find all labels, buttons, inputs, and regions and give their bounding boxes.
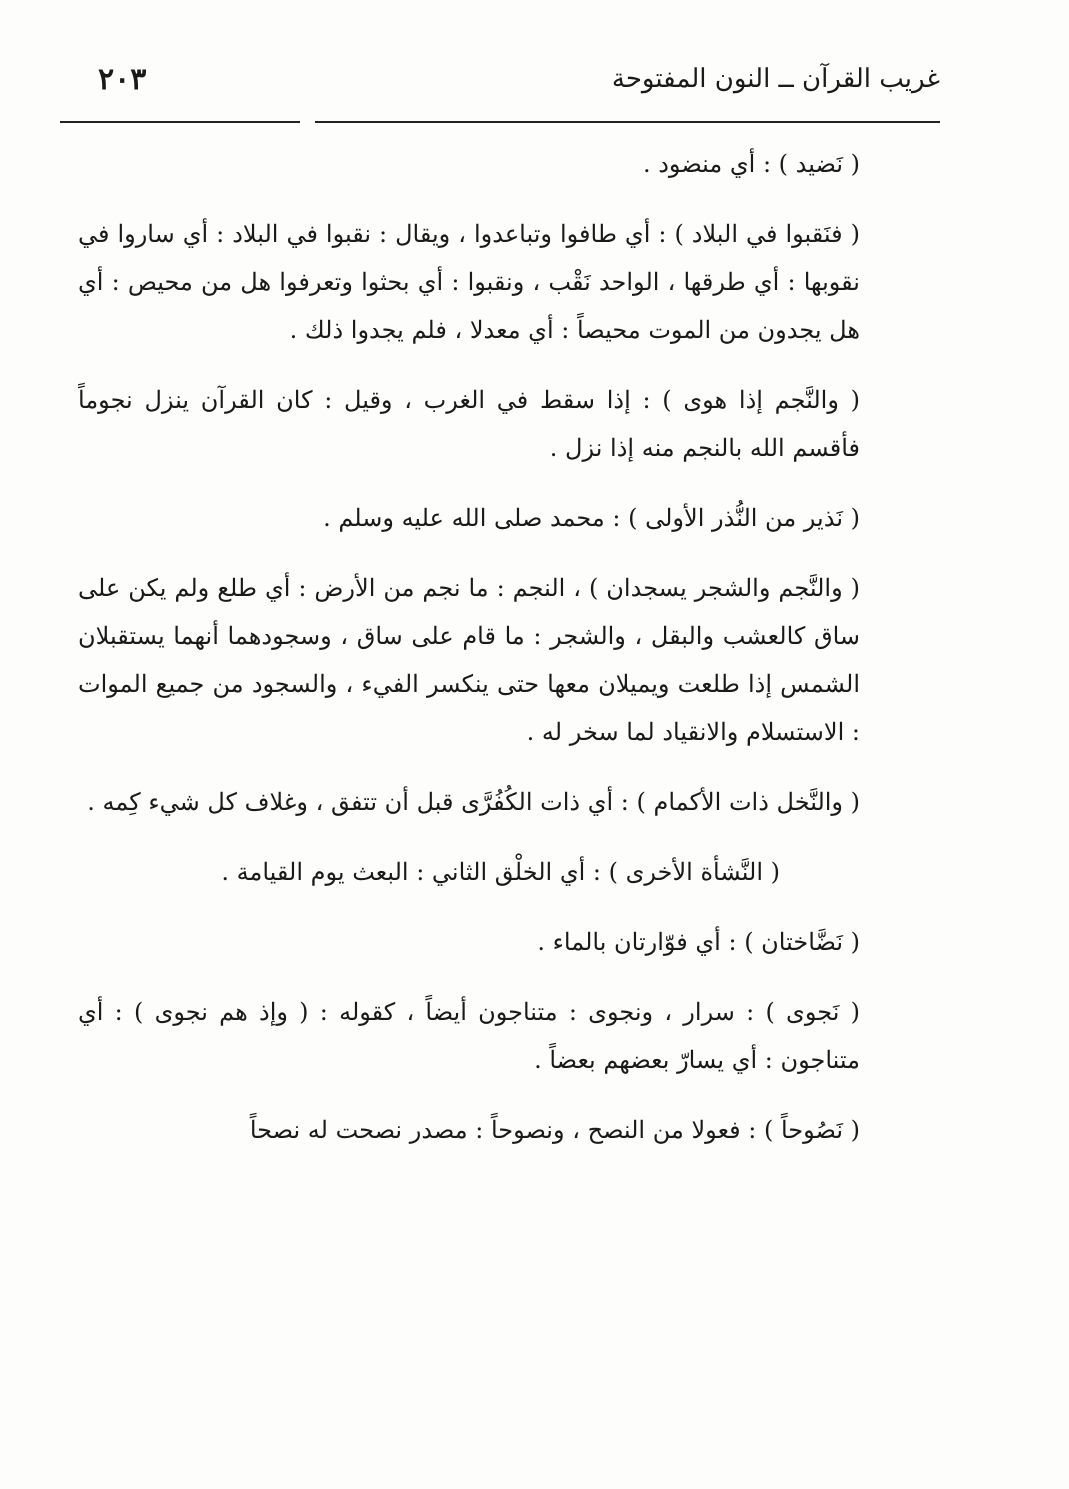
entry-headword: ( نَصُوحاً ) — [763, 1116, 860, 1144]
entry-definition: : محمد صلى الله عليه وسلم . — [323, 504, 629, 532]
header-rule-left — [60, 121, 300, 123]
entry-wannakhl — [78, 778, 920, 826]
entry-definition: : إذا سقط في الغرب ، وقيل : كان القرآن ينزل نجوماً فأقسم الله بالنجم منه إذا نزل . — [78, 386, 860, 462]
entry-headword: ( نَضَّاختان ) — [744, 928, 860, 956]
entry-headword: ( فنَقبوا في البلاد ) — [674, 220, 860, 248]
entry-fanaqabu — [78, 210, 920, 354]
entry-nasuha — [78, 1106, 920, 1154]
entry-annashah — [78, 848, 920, 896]
entry-definition: : أي طافوا وتباعدوا ، ويقال : نقبوا في البلاد : أي ساروا في نقوبها : أي طرقها ، الواحد نَقْب ، ونقبوا : أي بحثوا وتعرفوا هل من محيص : أي هل يجدون من الموت محيصاً : أي معدلا ، فلم يجدوا ذلك . — [78, 220, 860, 344]
entry-definition: : أي ذات الكُفُرَّى قبل أن تتفق ، وغلاف كل شيء كِمه . — [87, 788, 637, 816]
entry-headword: ( والنَّجم إذا هوى ) — [662, 386, 860, 414]
entry-headword: ( نَجوى ) — [765, 998, 861, 1026]
entry-definition: : أي الخلْق الثاني : البعث يوم القيامة . — [221, 858, 609, 886]
entry-najwa — [78, 988, 920, 1084]
running-title: غريب القرآن ــ النون المفتوحة — [611, 64, 940, 94]
entry-definition: ، النجم : ما نجم من الأرض : أي طلع ولم يكن على ساق كالعشب والبقل ، والشجر : ما قام على ساق ، وسجودهما أنهما يستقبلان الشمس إذا طلعت ويميلان معها حتى ينكسر الفيء ، والسجود من جميع الموات : الاستسلام والانقياد لما سخر له . — [78, 574, 860, 746]
header-rule-right — [315, 121, 940, 123]
entry-definition: : أي فوّارتان بالماء . — [537, 928, 745, 956]
entry-nadid — [78, 140, 920, 188]
entry-headword: ( والنَّخل ذات الأكمام ) — [636, 788, 860, 816]
entry-headword: ( نَضيد ) — [778, 150, 860, 178]
page-body — [78, 140, 920, 1176]
entry-wannajm-idha-hawa — [78, 376, 920, 472]
entry-headword: ( والنَّجم والشجر يسجدان ) — [588, 574, 860, 602]
entry-headword: ( النَّشأة الأخرى ) — [608, 858, 780, 886]
entry-definition: : أي منضود . — [642, 150, 779, 178]
page-header — [60, 52, 940, 124]
entry-nadhir — [78, 494, 920, 542]
entry-headword: ( نَذير من النُّذر الأولى ) — [628, 504, 860, 532]
entry-wannajm-washshajar — [78, 564, 920, 756]
entry-naddakhatan — [78, 918, 920, 966]
entry-definition: : سرار ، ونجوى : متناجون أيضاً ، كقوله : ( وإذ هم نجوى ) : أي متناجون : أي يسارّ بعضهم بعضاً . — [78, 998, 860, 1074]
entry-definition: : فعولا من النصح ، ونصوحاً : مصدر نصحت له نصحاً — [249, 1116, 764, 1144]
page-number: ٢٠٣ — [98, 62, 147, 97]
